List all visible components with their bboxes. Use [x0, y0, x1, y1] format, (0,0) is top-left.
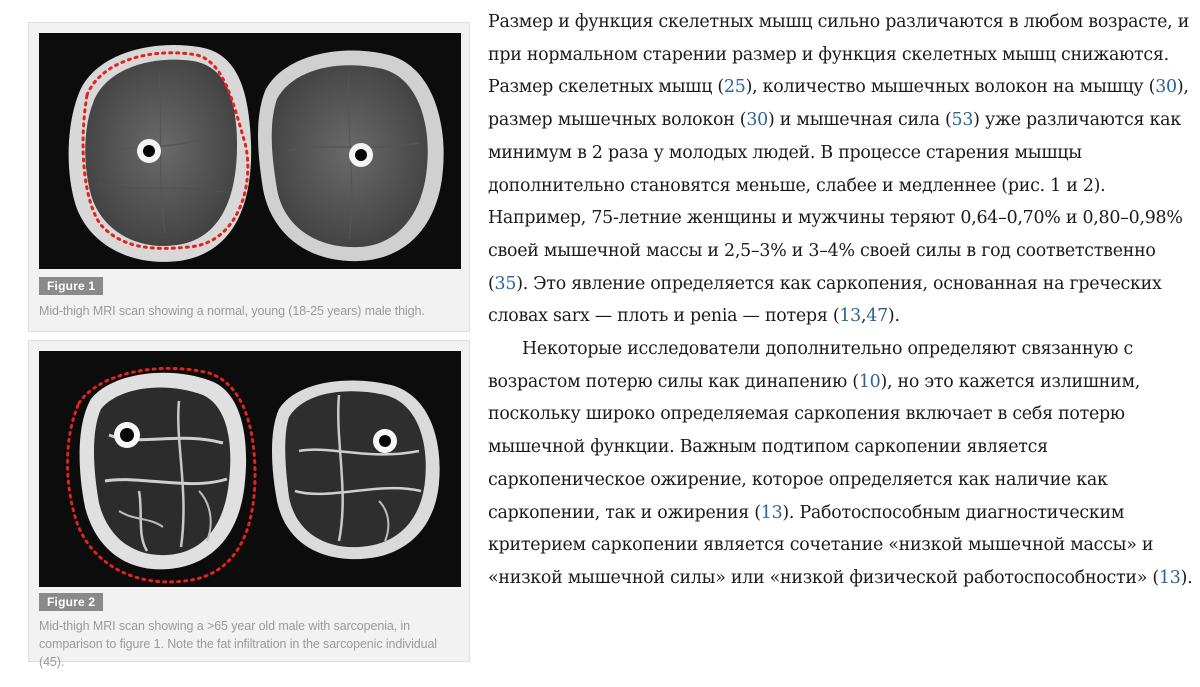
reference-link[interactable]: 30 [746, 110, 768, 131]
reference-link[interactable]: 53 [951, 110, 974, 131]
figure-1-caption: Mid-thigh MRI scan showing a normal, young (18-25 years) male thigh. [39, 304, 425, 318]
paragraph-1-text: Размер и функция скелетных мышц сильно различаются в любом возрасте, и при нормальном старении размер и функция скелетных мышц снижаются. Размер скелетных мышц ( [488, 12, 1190, 98]
paragraph-1-text: ) и мышечная сила ( [767, 110, 952, 131]
paragraph-2-text: Некоторые исследователи дополнительно определяют связанную с возрастом потерю силы как динапению ( [488, 339, 1133, 392]
paragraph-1 [488, 6, 1194, 333]
reference-link[interactable]: 47 [866, 306, 888, 327]
figure-1 [28, 22, 470, 332]
reference-link[interactable]: 13 [760, 502, 783, 523]
figure-2-label: Figure 2 [39, 593, 103, 611]
paragraph-2-text: ). [1180, 567, 1193, 588]
figure-2-mri-image [39, 351, 461, 587]
paragraph-1-text: ). Это явление определяется как саркопения, основанная на греческих словах sarx — плоть и penia — потеря ( [488, 273, 1162, 327]
figure-1-label: Figure 1 [39, 277, 103, 295]
reference-link[interactable]: 10 [858, 371, 881, 392]
figure-1-mri-image [39, 33, 461, 269]
reference-link[interactable]: 35 [494, 273, 517, 294]
reference-link[interactable]: 13 [1158, 567, 1181, 588]
figure-2 [28, 340, 470, 669]
reference-link[interactable]: 30 [1155, 77, 1177, 98]
figure-2-caption: Mid-thigh MRI scan showing a >65 year old male with sarcopenia, in comparison to figure 1. Note the fat infiltration in the sarcopenic individual (45). [39, 619, 437, 669]
paragraph-1-text: ) уже различаются как минимум в 2 раза у молодых людей. В процессе старения мышцы дополнительно становятся меньше, слабее и медленнее (рис. 1 и 2). Например, 75-летние женщины и мужчины теряют 0,64–0,70% и 0,80–0,98% своей мышечной массы и 2,5–3% и 3–4% своей силы в год соответственно ( [488, 110, 1183, 294]
article-body [488, 6, 1194, 595]
reference-link[interactable]: 13 [839, 306, 861, 327]
paragraph-2 [488, 333, 1194, 595]
paragraph-1-text: ), количество мышечных волокон на мышцу ( [745, 77, 1156, 98]
paragraph-1-text: , [861, 306, 867, 327]
paragraph-1-text: ). [887, 306, 900, 327]
paragraph-2-text: ), но это кажется излишним, поскольку широко определяемая саркопения включает в себя потерю мышечной функции. Важным подтипом саркопении является саркопеническое ожирение, которое определяется как наличие как саркопении, так и ожирения ( [488, 371, 1141, 523]
paragraph-1-text: ), размер мышечных волокон ( [488, 77, 1189, 131]
paragraph-2-text: ). Работоспособным диагностическим критерием саркопении является сочетание «низкой мышечной массы» и «низкой мышечной силы» или «низкой физической работоспособности» ( [488, 502, 1159, 588]
reference-link[interactable]: 25 [723, 77, 746, 98]
